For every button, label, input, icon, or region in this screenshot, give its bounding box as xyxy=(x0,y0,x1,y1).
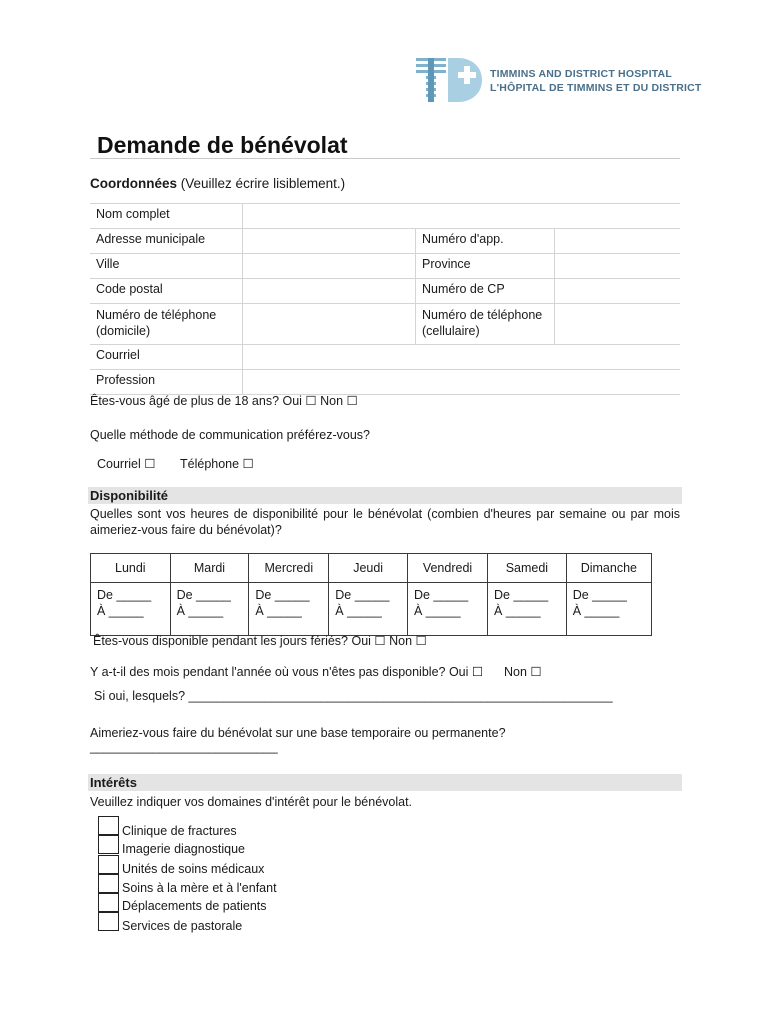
interest-checkbox[interactable] xyxy=(98,874,119,893)
contact-heading-label: Coordonnées xyxy=(90,176,178,191)
day-hours-cell[interactable]: De _____ À _____ xyxy=(566,583,651,636)
city-field[interactable] xyxy=(243,254,416,279)
address-field[interactable] xyxy=(243,229,416,254)
day-hours-cell[interactable]: De _____ À _____ xyxy=(329,583,408,636)
apt-label: Numéro d'app. xyxy=(416,229,555,254)
interest-checkbox[interactable] xyxy=(98,835,119,854)
day-hours-cell[interactable]: De _____ À _____ xyxy=(249,583,329,636)
interest-checkbox[interactable] xyxy=(98,912,119,931)
address-label: Adresse municipale xyxy=(90,229,243,254)
comm-phone-option[interactable]: Téléphone ☐ xyxy=(180,457,254,471)
full-name-label: Nom complet xyxy=(90,204,243,229)
day-hours-cell[interactable]: De _____ À _____ xyxy=(488,583,567,636)
hospital-name-fr: L'HÔPITAL DE TIMMINS ET DU DISTRICT xyxy=(490,82,702,94)
temp-perm-line[interactable]: ___________________________ xyxy=(90,740,278,754)
interest-label: Imagerie diagnostique xyxy=(122,842,245,856)
interest-label: Clinique de fractures xyxy=(122,824,237,838)
phone-home-field[interactable] xyxy=(243,304,416,345)
hospital-name xyxy=(490,67,702,95)
day-header: Mercredi xyxy=(249,554,329,583)
availability-table xyxy=(90,553,652,636)
phone-cell-label: Numéro de téléphone (cellulaire) xyxy=(416,304,555,345)
contact-table xyxy=(90,203,680,395)
day-header: Lundi xyxy=(91,554,171,583)
province-field[interactable] xyxy=(555,254,681,279)
interest-checkbox[interactable] xyxy=(98,816,119,835)
day-hours-cell[interactable]: De _____ À _____ xyxy=(170,583,249,636)
postal-num-label: Numéro de CP xyxy=(416,279,555,304)
age-question[interactable]: Êtes-vous âgé de plus de 18 ans? Oui ☐ Non ☐ xyxy=(90,394,358,408)
day-header: Jeudi xyxy=(329,554,408,583)
months-no-option[interactable]: Non ☐ xyxy=(504,665,542,679)
interest-label: Services de pastorale xyxy=(122,919,243,933)
hospital-logo xyxy=(416,58,486,102)
profession-label: Profession xyxy=(90,370,243,395)
full-name-field[interactable] xyxy=(243,204,681,229)
hospital-name-en: TIMMINS AND DISTRICT HOSPITAL xyxy=(490,68,672,80)
holidays-question[interactable]: Êtes-vous disponible pendant les jours fériés? Oui ☐ Non ☐ xyxy=(93,634,427,648)
months-question[interactable]: Y a-t-il des mois pendant l'année où vous n'êtes pas disponible? Oui ☐ xyxy=(90,665,484,679)
profession-field[interactable] xyxy=(243,370,681,395)
interest-label: Soins à la mère et à l'enfant xyxy=(122,881,277,895)
communication-question: Quelle méthode de communication préférez-vous? xyxy=(90,428,371,442)
day-hours-cell[interactable]: De _____ À _____ xyxy=(407,583,487,636)
interest-label: Déplacements de patients xyxy=(122,899,267,913)
email-label: Courriel xyxy=(90,345,243,370)
postal-label: Code postal xyxy=(90,279,243,304)
day-header: Mardi xyxy=(170,554,249,583)
contact-heading xyxy=(90,176,345,191)
postal-num-field[interactable] xyxy=(555,279,681,304)
day-header: Dimanche xyxy=(566,554,651,583)
temp-perm-question: Aimeriez-vous faire du bénévolat sur une base temporaire ou permanente? xyxy=(90,726,506,740)
title-divider xyxy=(90,158,680,159)
day-hours-cell[interactable]: De _____ À _____ xyxy=(91,583,171,636)
day-header: Samedi xyxy=(488,554,567,583)
interest-checkbox[interactable] xyxy=(98,855,119,874)
comm-email-option[interactable]: Courriel ☐ xyxy=(97,457,156,471)
page-title: Demande de bénévolat xyxy=(97,132,348,158)
email-field[interactable] xyxy=(243,345,681,370)
interest-checkbox[interactable] xyxy=(98,893,119,912)
interests-intro: Veuillez indiquer vos domaines d'intérêt pour le bénévolat. xyxy=(90,795,413,809)
city-label: Ville xyxy=(90,254,243,279)
interests-heading: Intérêts xyxy=(88,774,682,791)
contact-heading-note: (Veuillez écrire lisiblement.) xyxy=(180,176,346,191)
phone-home-label: Numéro de téléphone (domicile) xyxy=(90,304,243,345)
province-label: Province xyxy=(416,254,555,279)
postal-field[interactable] xyxy=(243,279,416,304)
availability-intro: Quelles sont vos heures de disponibilité pour le bénévolat (combien d'heures par semaine ou par mois aimeriez-vous faire du bénévolat)? xyxy=(90,507,680,537)
phone-cell-field[interactable] xyxy=(555,304,681,345)
availability-heading: Disponibilité xyxy=(88,487,682,504)
interest-label: Unités de soins médicaux xyxy=(122,862,265,876)
day-header: Vendredi xyxy=(407,554,487,583)
which-months-line[interactable]: Si oui, lesquels? _____________________________________________________________ xyxy=(94,689,613,703)
apt-field[interactable] xyxy=(555,229,681,254)
